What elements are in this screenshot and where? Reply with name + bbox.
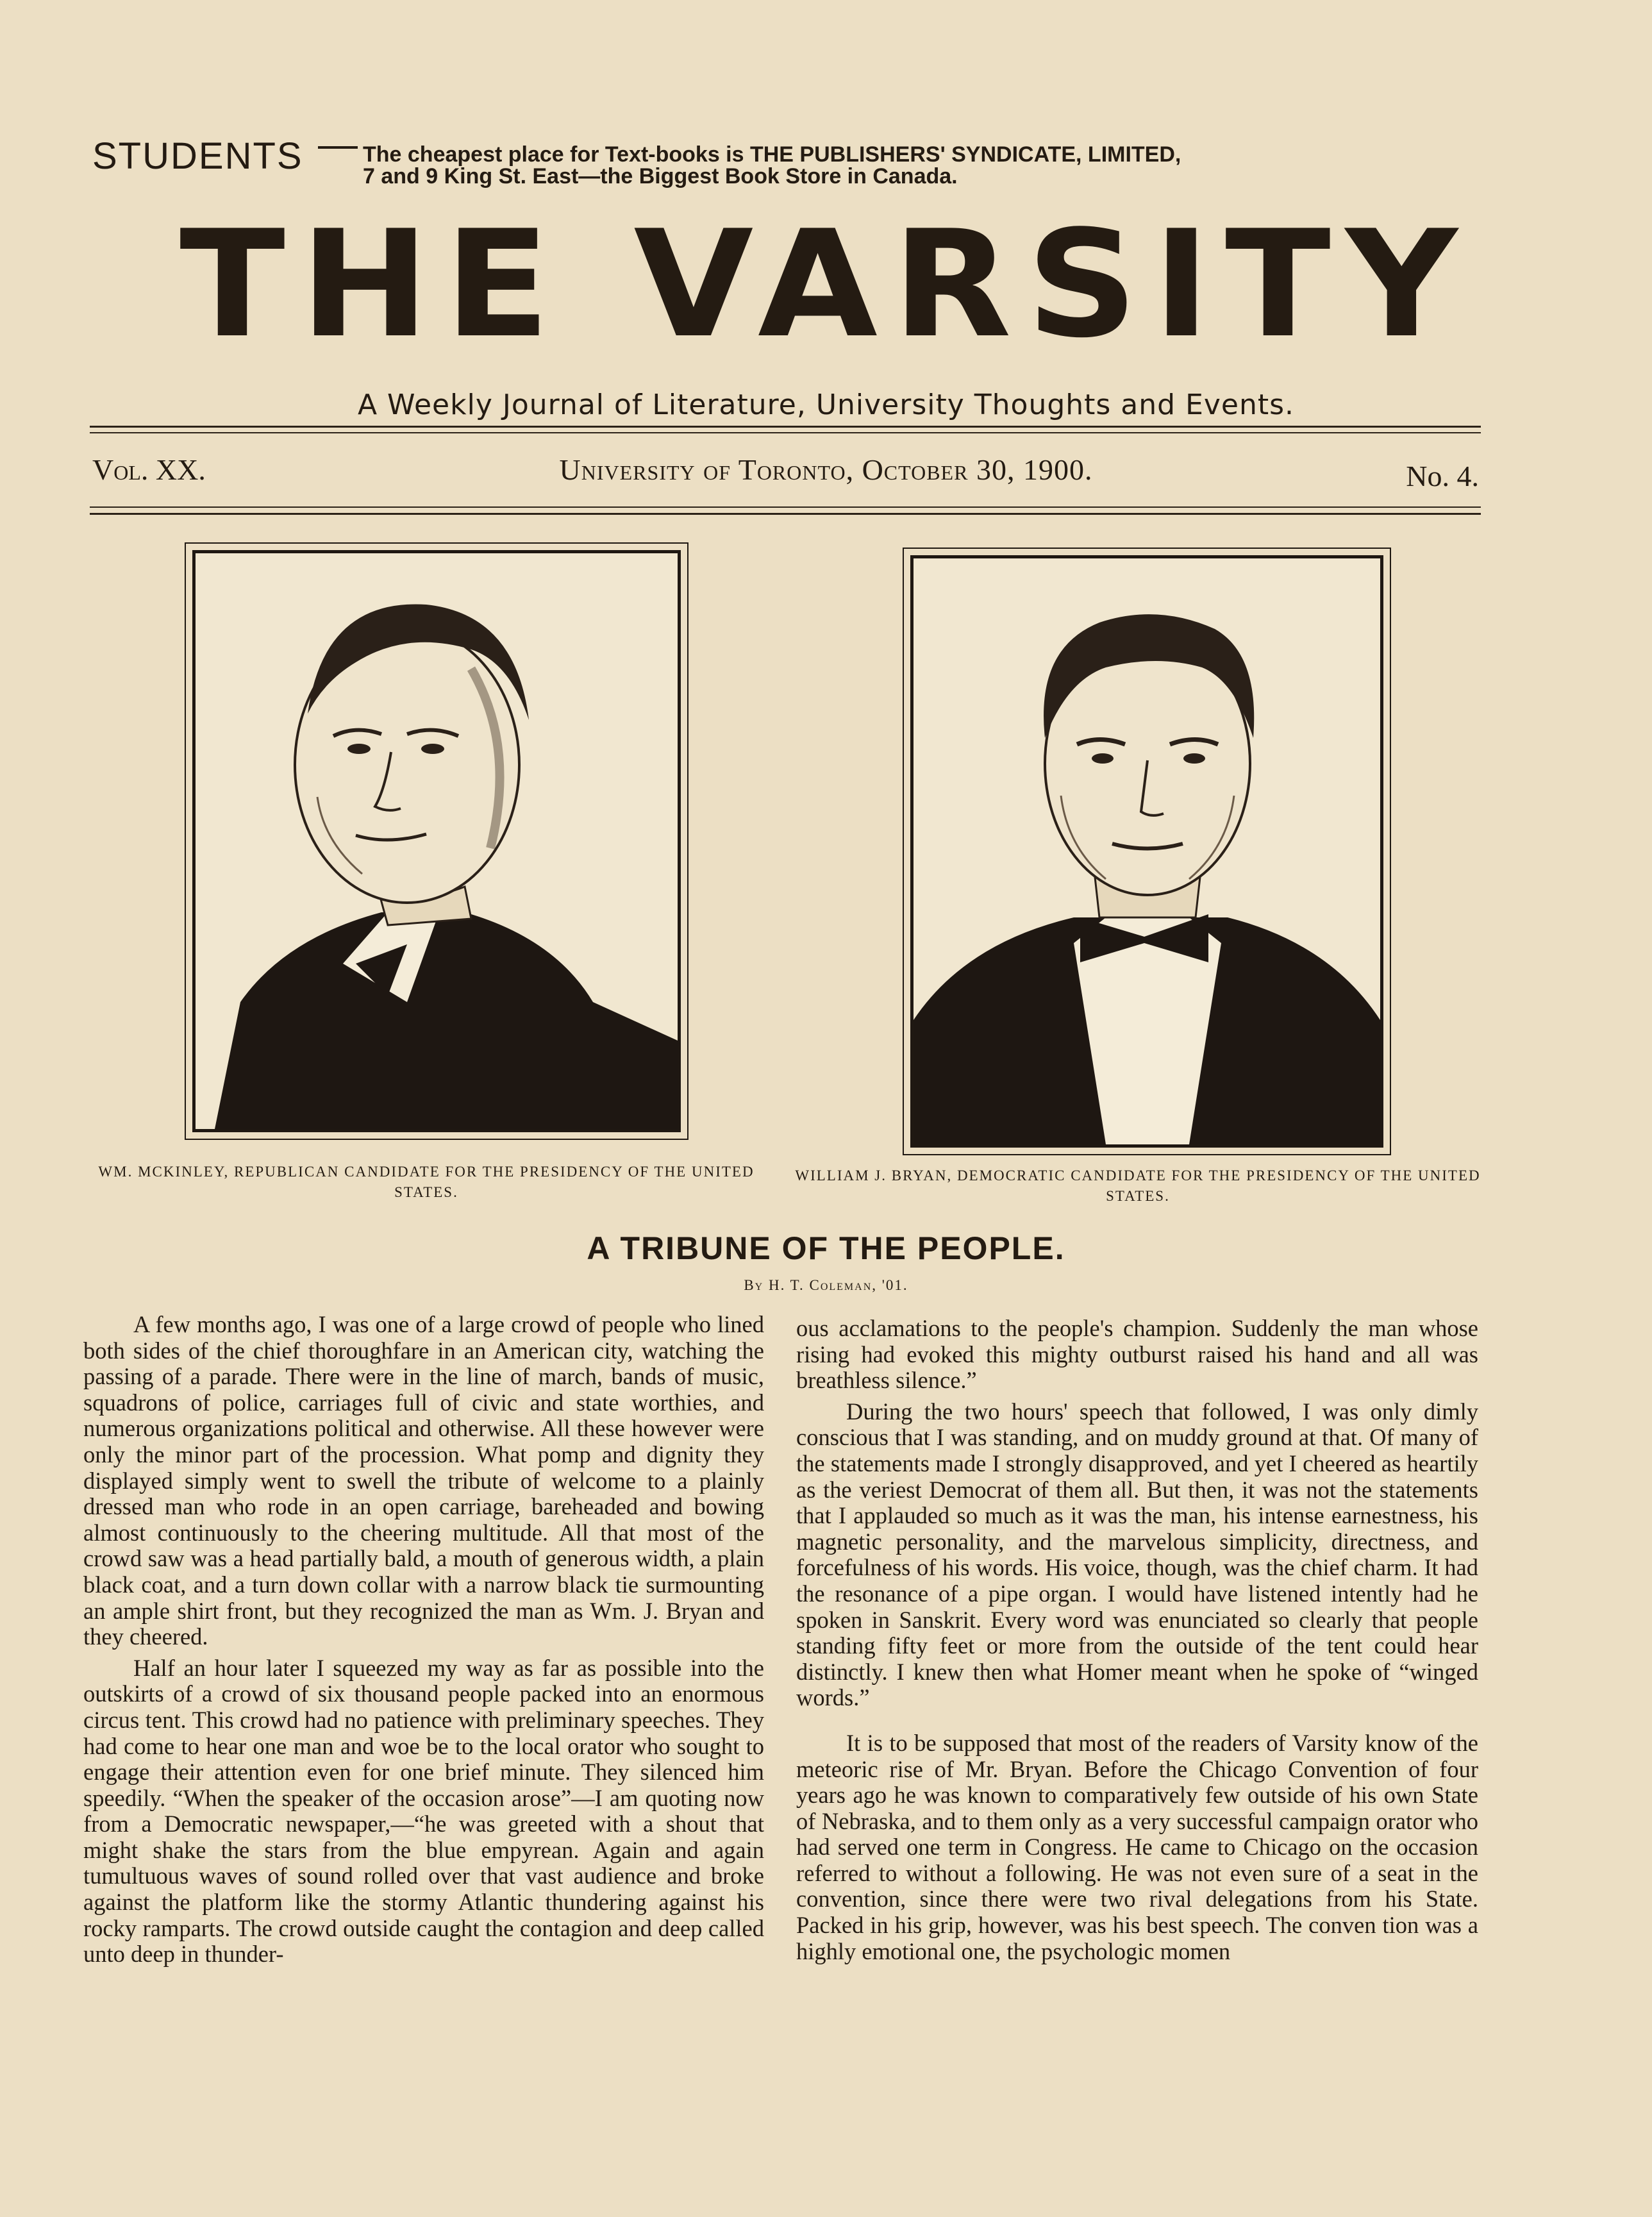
article-title: A TRIBUNE OF THE PEOPLE.: [587, 1230, 1065, 1266]
masthead-subtitle: A Weekly Journal of Literature, University Thoughts and Events.: [357, 389, 1295, 421]
article-column-right: [796, 1316, 1478, 1964]
issue-number: No. 4.: [1406, 460, 1479, 492]
paragraph: A few months ago, I was one of a large crowd of people who lined both sides of the chief thoroughfare in an American city, watching the passing of a parade. There were in the line of march, bands of music, squadrons of police, carriages full of civic and state worthies, and numerous organizations political and otherwise. All these however were only the minor part of the procession. What pomp and dignity they displayed simply went to swell the tribute of welcome to a plainly dressed man who rode in an open carriage, bareheaded and bowing almost continuously to the cheering multitude. All that most of the crowd saw was a head partially bald, a mouth of generous width, a plain black coat, and a turn down collar with a narrow black tie surmounting an ample shirt front, but they recognized the man as Wm. J. Bryan and they cheered.: [83, 1311, 764, 1650]
paragraph: It is to be supposed that most of the readers of Varsity know of the meteoric rise of Mr. Bryan. Before the Chicago Convention of four years ago he was known to comparatively few outside of his own State of Nebraska, and to them only as a very successful campaign orator who had served one term in Congress. He came to Chicago on the occasion referred to without a following. He was not even sure of a seat in the convention, since there were two rival delegations from his State. Packed in his grip, however, was his best speech. The conven tion was a highly emotional one, the psychologic momen: [796, 1729, 1478, 1964]
mckinley-caption: WM. MCKINLEY, REPUBLICAN CANDIDATE FOR THE PRESIDENCY OF THE UNITED STATES.: [98, 1164, 755, 1201]
ad-line-2: 7 and 9 King St. East—the Biggest Book Store in Canada.: [363, 164, 958, 188]
bryan-portrait: [910, 555, 1383, 1148]
paragraph: ous acclamations to the people's champion. Suddenly the man whose rising had evoked this mighty outburst raised his hand and all was breathless silence.”: [796, 1315, 1478, 1394]
bryan-caption: WILLIAM J. BRYAN, DEMOCRATIC CANDIDATE FOR THE PRESIDENCY OF THE UNITED STATES.: [795, 1167, 1481, 1205]
article-byline: By H. T. Coleman, '01.: [744, 1277, 908, 1293]
top-rule: [90, 426, 1481, 428]
bottom-rule-inner: [90, 506, 1481, 508]
portrait-illustration-icon: [914, 558, 1380, 1144]
ad-lead: STUDENTS: [92, 135, 303, 177]
article-column-left: [83, 1312, 764, 1968]
masthead-title: THE VARSITY: [179, 199, 1473, 371]
volume-label: Vol. XX.: [92, 453, 206, 486]
bottom-rule: [90, 513, 1481, 515]
paragraph: During the two hours' speech that followed, I was only dimly conscious that I was standing, and on muddy ground at that. Of many of the statements made I strongly disapproved, and yet I cheered as heartily as the veriest Democrat of them all. But then, it was not the statements that I applauded so much as it was the man, his intense earnestness, his magnetic personality, and the marvelous simplicity, directness, and forcefulness of his words. His voice, though, was the chief charm. It had the resonance of a pipe organ. I would have listened intently had he spoken in Sanskrit. Every word was enunciated so clearly that people standing fifty feet or more from the outside of the tent could hear distinctly. I knew then what Homer meant when he spoke of “winged words.”: [796, 1398, 1478, 1711]
ad-dash-divider: [318, 146, 358, 149]
place-date: University of Toronto, October 30, 1900.: [559, 453, 1093, 486]
top-rule-inner: [90, 432, 1481, 433]
ad-line-1: The cheapest place for Text-books is THE PUBLISHERS' SYNDICATE, LIMITED,: [363, 142, 1181, 167]
mckinley-portrait: [192, 550, 681, 1132]
portrait-illustration-icon: [196, 553, 678, 1129]
paragraph: Half an hour later I squeezed my way as far as possible into the outskirts of a crowd of six thousand people packed into an enormous circus tent. This crowd had no patience with preliminary speeches. They had come to hear one man and woe be to the local orator who sought to engage their attention even for one brief minute. They silenced him speedily. “When the speaker of the occasion arose”—I am quoting now from a Democratic newspaper,—“he was greeted with a shout that might shake the stars from the blue empyrean. Again and again tumultuous waves of sound rolled over that vast audience and broke against the platform like the stormy Atlantic thundering against his rocky ramparts. The crowd outside caught the contagion and deep called unto deep in thunder-: [83, 1654, 764, 1968]
